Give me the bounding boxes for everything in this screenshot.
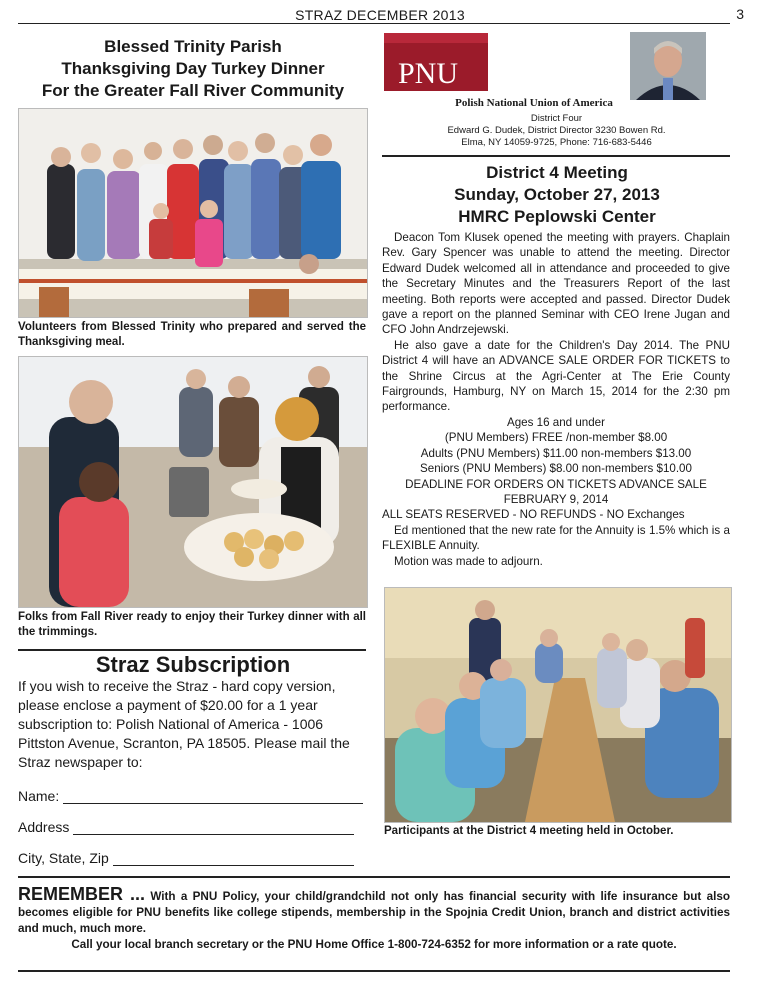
seats-line: ALL SEATS RESERVED - NO REFUNDS - NO Exchanges: [382, 508, 685, 522]
city-line[interactable]: [113, 851, 354, 866]
price-line-3: Adults (PNU Members) $11.00 non-members $13.00: [420, 446, 692, 460]
address-line[interactable]: [73, 820, 354, 835]
turkey-dinner-caption: Folks from Fall River ready to enjoy their Turkey dinner with all the trimmings.: [18, 611, 366, 638]
pnu-phone: Elma, NY 14059-9725, Phone: 716-683-5446: [461, 137, 652, 148]
meeting-participants-photo: [384, 587, 732, 823]
remember-lead: REMEMBER ...: [18, 884, 146, 904]
city-label: City, State, Zip: [18, 850, 109, 866]
subscription-body: If you wish to receive the Straz - hard copy version, please enclose a payment of $20.00 for a 1 year subscription to: Polish National of America - 1006 Pittston Avenue, Scranton, PA 18505. Please mail the Straz newspaper to:: [18, 678, 350, 770]
volunteers-photo: [18, 108, 368, 318]
bt-title-line-1: Blessed Trinity Parish: [104, 37, 282, 56]
deadline-line-1: DEADLINE FOR ORDERS ON TICKETS ADVANCE SALE: [405, 477, 707, 491]
d4-title-line-1: District 4 Meeting: [486, 163, 628, 182]
address-label: Address: [18, 819, 70, 835]
district-meeting-title: [382, 162, 732, 228]
meeting-paragraph-2: He also gave a date for the Children's Day 2014. The PNU District 4 will have an ADVANCE SALE ORDER FOR TICKETS to the Shrine Circus at the Agri-Center at The Erie County Fairgrounds, Hamburg, NY on March 15, 2014 for the 2:30 pm performance.: [382, 338, 730, 414]
deadline-line-2: FEBRUARY 9, 2014: [503, 492, 609, 506]
blessed-trinity-title: [18, 36, 368, 102]
price-line-4: Seniors (PNU Members) $8.00 non-members $10.00: [420, 462, 692, 476]
remember-call: Call your local branch secretary or the PNU Home Office 1-800-724-6352 for more information or a rate quote.: [71, 938, 677, 951]
remember-notice: [18, 886, 730, 953]
meeting-paragraph-4: Motion was made to adjourn.: [394, 554, 543, 568]
d4-title-line-3: HMRC Peplowski Center: [458, 207, 656, 226]
price-line-2: (PNU Members) FREE /non-member $8.00: [444, 431, 668, 445]
director-portrait: [630, 32, 706, 100]
pnu-logo: PNU: [384, 33, 488, 91]
district-meeting-body: [382, 230, 730, 569]
remember-text: With a PNU Policy, your child/grandchild not only has financial security with life insurance but also becomes eligible for PNU benefits like college stipends, membership in the Spojnia Credit Union, branch and district activities and much, much more.: [18, 890, 730, 935]
pnu-name: Polish National Union of America: [455, 97, 613, 109]
subscription-title: Straz Subscription: [95, 652, 291, 677]
meeting-paragraph-1: Deacon Tom Klusek opened the meeting with prayers. Chaplain Rev. Gary Spencer was unable to attend the meeting. Director Edward Dudek welcomed all in attendance and proceeded to give the Secretary Minutes and the Treasurers Report of the last meeting. Both reports were accepted and passed. Director Dudek gave a report on the planned Seminar with CEO Irene Jugan and CFO John Andrzejewski.: [382, 231, 730, 337]
name-line[interactable]: [63, 789, 363, 804]
name-field[interactable]: [18, 788, 363, 804]
subscription-top-rule: [18, 649, 366, 651]
meeting-caption: Participants at the District 4 meeting held in October.: [384, 825, 674, 837]
address-field[interactable]: [18, 819, 354, 835]
pnu-district: District Four: [530, 113, 583, 124]
header-rule: [18, 23, 730, 24]
remember-top-rule: [18, 876, 730, 878]
city-state-zip-field[interactable]: [18, 850, 354, 866]
page-number: 3: [736, 6, 744, 22]
turkey-dinner-photo: [18, 356, 368, 608]
volunteers-caption: Volunteers from Blessed Trinity who prepared and served the Thanksgiving meal.: [18, 321, 366, 348]
price-line-1: Ages 16 and under: [507, 415, 605, 429]
meeting-paragraph-3: Ed mentioned that the new rate for the Annuity is 1.5% which is a FLEXIBLE Annuity.: [382, 523, 730, 553]
masthead-rule: [382, 155, 730, 157]
bt-title-line-3: For the Greater Fall River Community: [41, 81, 345, 100]
pnu-director-address: Edward G. Dudek, District Director 3230 Bowen Rd.: [447, 125, 666, 136]
name-label: Name:: [18, 788, 60, 804]
issue-title: STRAZ DECEMBER 2013: [295, 7, 465, 23]
d4-title-line-2: Sunday, October 27, 2013: [454, 185, 660, 204]
remember-bottom-rule: [18, 970, 730, 972]
bt-title-line-2: Thanksgiving Day Turkey Dinner: [61, 59, 325, 78]
